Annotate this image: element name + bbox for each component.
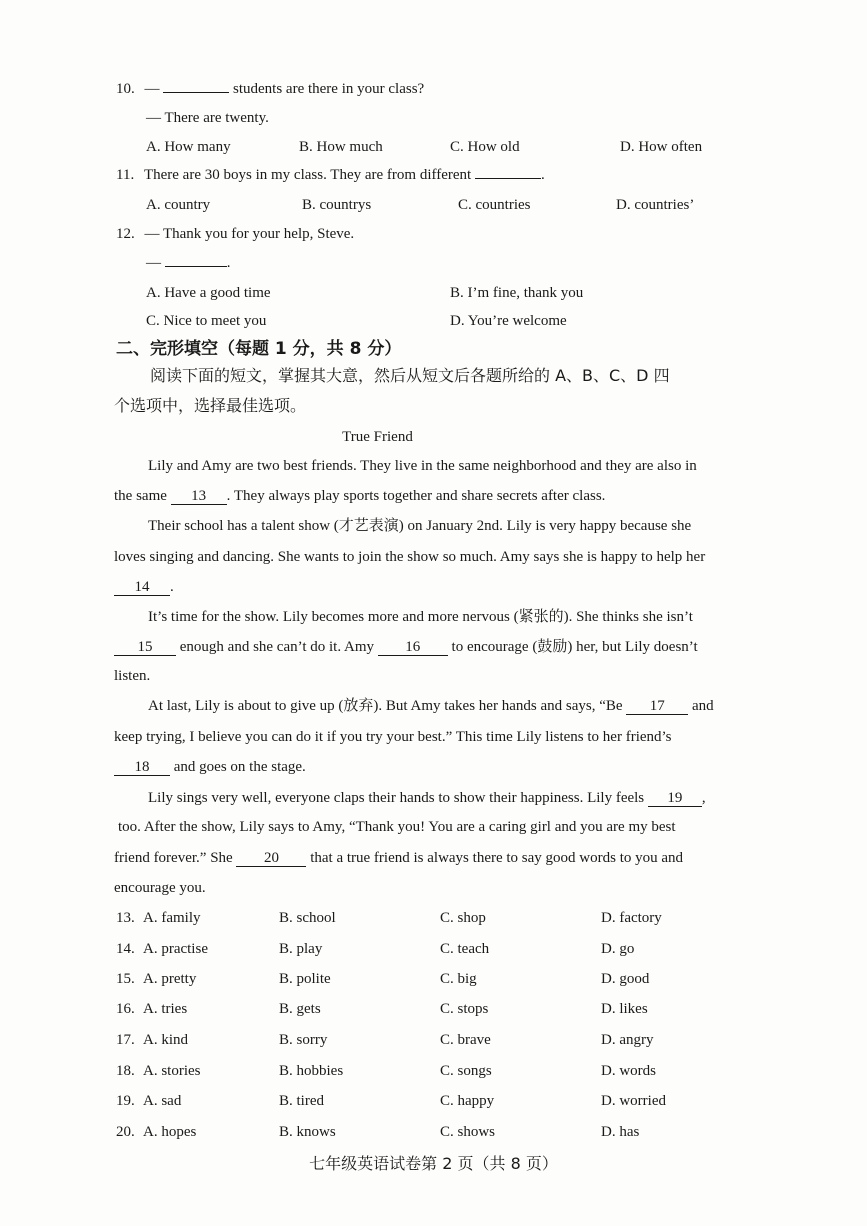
question-text: students are there in your class?	[233, 81, 425, 97]
passage-line: listen.	[114, 668, 151, 684]
option-d: D. How often	[620, 139, 703, 155]
option-a: A. How many	[146, 139, 231, 155]
option-b: B. How much	[299, 139, 383, 155]
cloze-option-d: D. words	[601, 1063, 656, 1079]
blank-14: 14	[114, 579, 170, 596]
cloze-option-a: A. stories	[143, 1063, 201, 1079]
answer-blank	[163, 92, 229, 93]
passage-line: At last, Lily is about to give up (放弃). But Amy takes her hands and says, “Be 17 and	[148, 698, 714, 714]
cloze-option-b: B. sorry	[279, 1032, 328, 1048]
question-12-response	[146, 253, 231, 273]
question-number: 10.	[116, 81, 135, 97]
option-d: D. countries’	[616, 197, 695, 213]
passage-line: Lily sings very well, everyone claps their hands to show their happiness. Lily feels 19 ,	[148, 790, 706, 806]
section-heading: 二、完形填空（每题 1 分，共 8 分）	[116, 339, 402, 359]
passage-line: It’s time for the show. Lily becomes more and more nervous (紧张的). She thinks she isn’t	[148, 609, 693, 625]
passage-line: 18 and goes on the stage.	[114, 757, 306, 777]
option-c: C. Nice to meet you	[146, 313, 267, 329]
passage-line: too. After the show, Lily says to Amy, “Thank you! You are a caring girl and you are my best	[118, 819, 676, 835]
cloze-option-a: A. hopes	[143, 1124, 197, 1140]
question-text: — Thank you for your help, Steve.	[144, 226, 355, 242]
option-d: D. You’re welcome	[450, 313, 567, 329]
cloze-option-c: C. songs	[440, 1063, 492, 1079]
cloze-option-a: A. family	[143, 910, 201, 926]
cloze-option-d: D. worried	[601, 1093, 666, 1109]
cloze-option-d: D. go	[601, 941, 635, 957]
cloze-option-c: C. big	[440, 971, 477, 987]
cloze-option-d: D. likes	[601, 1001, 648, 1017]
question-12	[116, 224, 354, 244]
question-11	[116, 165, 545, 185]
passage-line: 15 enough and she can’t do it. Amy 16 to encourage (鼓励) her, but Lily doesn’t	[114, 637, 698, 657]
option-c: C. How old	[450, 139, 520, 155]
question-text: There are 30 boys in my class. They are from different	[143, 167, 472, 183]
option-b: B. I’m fine, thank you	[450, 285, 584, 301]
passage-line: keep trying, I believe you can do it if you try your best.” This time Lily listens to her friend’s	[114, 729, 672, 745]
cloze-question-number: 20.	[116, 1124, 135, 1140]
section-instruction: 阅读下面的短文，掌握其大意，然后从短文后各题所给的 A、B、C、D 四	[150, 366, 670, 385]
period: .	[540, 167, 545, 183]
cloze-option-a: A. practise	[143, 941, 208, 957]
answer-blank	[475, 178, 541, 179]
cloze-question-number: 17.	[116, 1032, 135, 1048]
blank-16: 16	[378, 639, 448, 656]
section-instruction-cont: 个选项中，选择最佳选项。	[114, 396, 307, 415]
period: .	[226, 255, 231, 271]
option-c: C. countries	[458, 197, 531, 213]
cloze-question-number: 16.	[116, 1001, 135, 1017]
option-b: B. countrys	[302, 197, 372, 213]
question-10	[116, 79, 424, 99]
answer-blank	[165, 266, 227, 267]
cloze-option-d: D. factory	[601, 910, 662, 926]
passage-line: loves singing and dancing. She wants to join the show so much. Amy says she is happy to help her	[114, 549, 706, 565]
cloze-option-c: C. teach	[440, 941, 490, 957]
question-number: 11.	[116, 167, 135, 183]
passage-line: Their school has a talent show (才艺表演) on January 2nd. Lily is very happy because she	[148, 518, 692, 534]
passage-title: True Friend	[342, 429, 413, 445]
cloze-option-a: A. sad	[143, 1093, 182, 1109]
blank-18: 18	[114, 759, 170, 776]
question-number: 12.	[116, 226, 135, 242]
passage-line: the same 13 . They always play sports together and share secrets after class.	[114, 488, 606, 504]
blank-13: 13	[171, 488, 227, 505]
option-a: A. country	[146, 197, 211, 213]
cloze-option-c: C. happy	[440, 1093, 495, 1109]
passage-line: 14 .	[114, 577, 174, 597]
cloze-option-b: B. polite	[279, 971, 331, 987]
dash: —	[146, 255, 161, 271]
cloze-option-d: D. has	[601, 1124, 640, 1140]
cloze-option-c: C. shows	[440, 1124, 496, 1140]
cloze-option-b: B. tired	[279, 1093, 324, 1109]
blank-17: 17	[626, 698, 688, 715]
cloze-option-c: C. stops	[440, 1001, 489, 1017]
question-10-response: — There are twenty.	[146, 110, 269, 126]
blank-19: 19	[648, 790, 702, 807]
cloze-option-d: D. angry	[601, 1032, 654, 1048]
dash: —	[144, 81, 160, 97]
passage-line: Lily and Amy are two best friends. They live in the same neighborhood and they are also in	[148, 458, 697, 474]
option-a: A. Have a good time	[146, 285, 271, 301]
cloze-option-b: B. knows	[279, 1124, 336, 1140]
cloze-option-a: A. tries	[143, 1001, 188, 1017]
cloze-question-number: 18.	[116, 1063, 135, 1079]
page-footer: 七年级英语试卷第 2 页（共 8 页）	[309, 1154, 558, 1173]
blank-15: 15	[114, 639, 176, 656]
cloze-question-number: 13.	[116, 910, 135, 926]
cloze-question-number: 19.	[116, 1093, 135, 1109]
passage-line: friend forever.” She 20 that a true friend is always there to say good words to you and	[114, 850, 684, 866]
cloze-option-c: C. shop	[440, 910, 486, 926]
cloze-question-number: 14.	[116, 941, 135, 957]
cloze-option-c: C. brave	[440, 1032, 491, 1048]
passage-line: encourage you.	[114, 880, 206, 896]
cloze-question-number: 15.	[116, 971, 135, 987]
cloze-option-b: B. school	[279, 910, 336, 926]
cloze-option-b: B. hobbies	[279, 1063, 344, 1079]
cloze-option-d: D. good	[601, 971, 650, 987]
cloze-option-b: B. play	[279, 941, 323, 957]
cloze-option-b: B. gets	[279, 1001, 321, 1017]
cloze-option-a: A. kind	[143, 1032, 188, 1048]
blank-20: 20	[236, 850, 306, 867]
cloze-option-a: A. pretty	[143, 971, 197, 987]
